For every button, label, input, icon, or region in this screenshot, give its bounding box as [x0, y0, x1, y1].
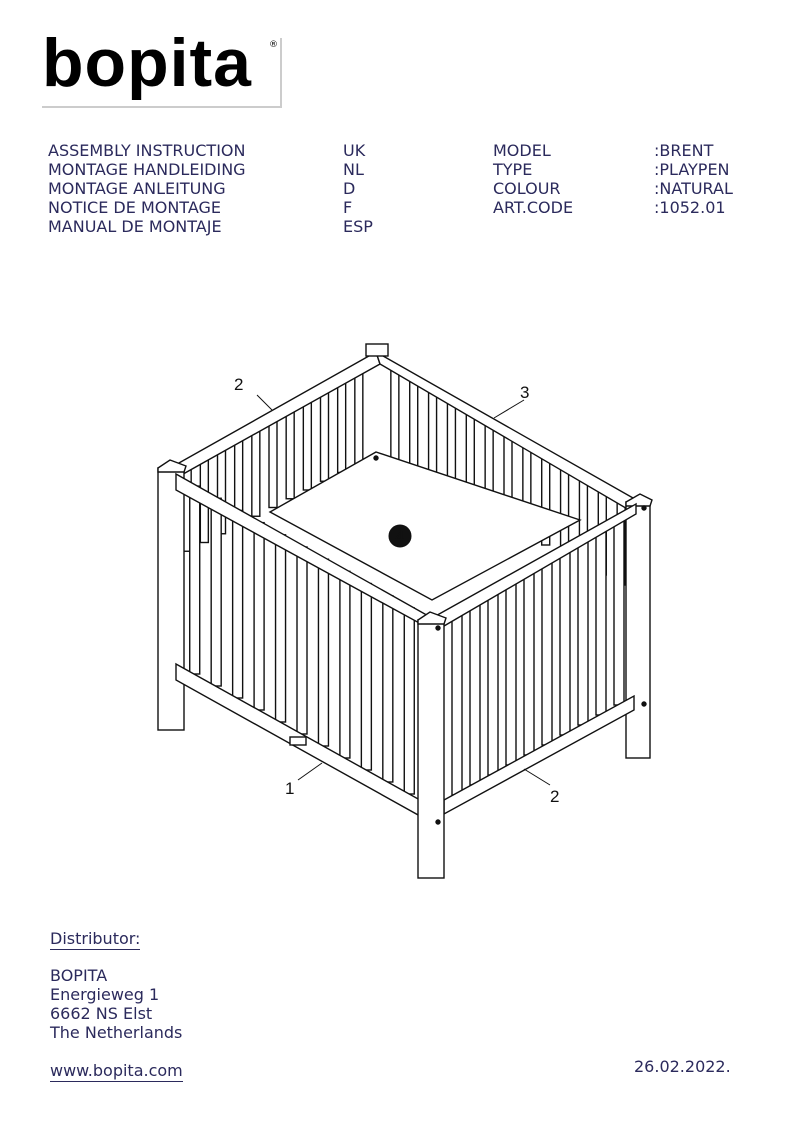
back-left-slat [338, 379, 346, 472]
leg-right [626, 502, 650, 758]
front-left-slat [233, 510, 243, 698]
back-left-slat [321, 389, 329, 481]
front-left-slat [297, 547, 307, 734]
front-right-slat [470, 600, 480, 785]
back-left-slat [286, 408, 294, 498]
part-label-2-right: 2 [550, 787, 560, 806]
website-link[interactable]: www.bopita.com [50, 1061, 183, 1080]
document-date: 26.02.2022. [634, 1057, 731, 1076]
back-left-slat [252, 428, 260, 517]
front-right-slat [506, 580, 516, 765]
title-nl: MONTAGE HANDLEIDING [48, 160, 246, 179]
front-left-slat [361, 584, 371, 770]
front-left-slat [340, 571, 350, 758]
bolt-hole [436, 626, 440, 630]
front-right-slat [560, 548, 570, 735]
distributor-name: BOPITA [50, 966, 108, 985]
front-left-slat [254, 523, 264, 710]
part-label-3: 3 [520, 383, 530, 402]
back-left-slat [355, 370, 363, 464]
spec-value-colour: :NATURAL [654, 179, 733, 198]
code-f: F [343, 198, 353, 217]
spec-value-type: :PLAYPEN [654, 160, 730, 179]
front-right-slat [596, 528, 606, 715]
front-right-slat [524, 569, 534, 755]
code-nl: NL [343, 160, 364, 179]
front-left-slat [404, 608, 414, 794]
bolt-hole [436, 820, 440, 824]
front-right-slat [488, 590, 498, 775]
back-left-slat [269, 418, 277, 508]
spec-value-model: :BRENT [654, 141, 714, 160]
front-right-slat [614, 517, 624, 705]
code-uk: UK [343, 141, 366, 160]
distributor-city: 6662 NS Elst [50, 1004, 153, 1023]
label-plate [290, 737, 306, 745]
spec-value-artcode: :1052.01 [654, 198, 726, 217]
logo-text: bopita [42, 25, 252, 101]
back-right-slat [391, 371, 399, 465]
front-left-slat [383, 596, 393, 782]
bolt-hole [374, 456, 378, 460]
distributor-heading [50, 929, 140, 948]
leg-front [418, 620, 444, 878]
part-label-4: 4 [395, 527, 405, 546]
spec-label-colour: COLOUR [493, 179, 561, 198]
front-right-slat [578, 538, 588, 725]
part-label-1: 1 [285, 779, 295, 798]
code-d: D [343, 179, 356, 198]
distributor-heading-text: Distributor: [50, 929, 141, 948]
title-f: NOTICE DE MONTAGE [48, 198, 222, 217]
front-left-slat [190, 486, 200, 674]
post-top-back [366, 344, 388, 356]
bolt-hole [642, 702, 646, 706]
front-left-slat [276, 535, 286, 722]
spec-label-artcode: ART.CODE [493, 198, 574, 217]
front-left-slat [211, 498, 221, 686]
title-d: MONTAGE ANLEITUNG [48, 179, 226, 198]
distributor-address [50, 966, 182, 1042]
back-left-slat [303, 399, 311, 490]
part-label-2-left: 2 [234, 375, 244, 394]
front-left-slat [318, 559, 328, 746]
distributor-street: Energieweg 1 [50, 985, 160, 1004]
front-right-slat [542, 559, 552, 745]
title-esp: MANUAL DE MONTAJE [48, 217, 222, 236]
bolt-hole [642, 506, 646, 510]
website-link-wrap [50, 1061, 183, 1080]
leg-left [158, 468, 184, 730]
spec-label-model: MODEL [493, 141, 551, 160]
registered-mark: ® [269, 40, 278, 50]
spec-label-type: TYPE [493, 160, 533, 179]
title-uk: ASSEMBLY INSTRUCTION [48, 141, 246, 160]
code-esp: ESP [343, 217, 373, 236]
back-right-slat [410, 381, 418, 475]
front-right-slat [452, 611, 462, 795]
distributor-country: The Netherlands [50, 1023, 183, 1042]
